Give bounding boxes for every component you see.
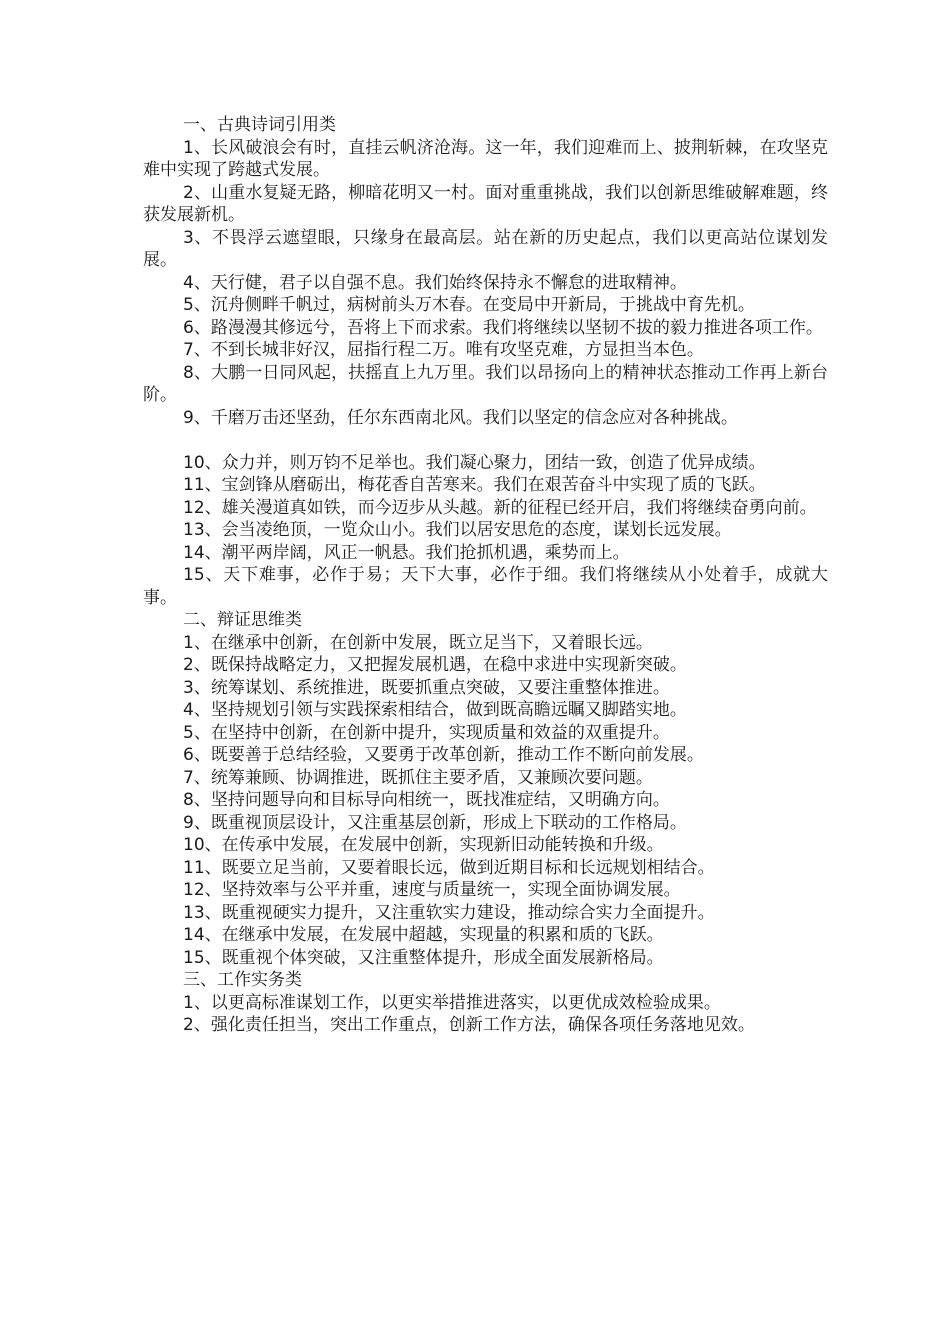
list-item: 1、以更高标准谋划工作，以更实举措推进落实，以更优成效检验成果。 <box>183 992 721 1013</box>
list-item: 11、宝剑锋从磨砺出，梅花香自苦寒来。我们在艰苦奋斗中实现了质的飞跃。 <box>183 475 766 495</box>
list-item: 13、既重视硬实力提升，又注重软实力建设，推动综合实力全面提升。 <box>183 902 715 923</box>
blank-line <box>143 429 828 452</box>
list-item: 14、在继承中发展，在发展中超越，实现量的积累和质的飞跃。 <box>183 925 664 945</box>
list-item: 9、既重视顶层设计，又注重基层创新，形成上下联动的工作格局。 <box>183 812 687 833</box>
list-item: 6、路漫漫其修远兮，吾将上下而求索。我们将继续以坚韧不拔的毅力推进各项工作。 <box>183 317 823 338</box>
document-body <box>143 114 828 1037</box>
list-item: 4、坚持规划引领与实践探索相结合，做到既高瞻远瞩又脚踏实地。 <box>183 700 687 720</box>
list-item: 3、统筹谋划、系统推进，既要抓重点突破，又要注重整体推进。 <box>183 677 670 698</box>
section-heading: 一、古典诗词引用类 <box>183 115 336 135</box>
list-item: 5、在坚持中创新，在创新中提升，实现质量和效益的双重提升。 <box>183 722 670 743</box>
list-item: 9、千磨万击还坚劲，任尔东西南北风。我们以坚定的信念应对各种挑战。 <box>183 407 738 428</box>
list-item: 13、会当凌绝顶，一览众山小。我们以居安思危的态度，谋划长远发展。 <box>183 520 732 540</box>
list-item: 15、既重视个体突破，又注重整体提升，形成全面发展新格局。 <box>183 947 664 968</box>
list-item: 2、山重水复疑无路，柳暗花明又一村。面对重重挑战，我们以创新思维破解难题，终获发展新机。 <box>143 182 828 225</box>
list-item: 7、统筹兼顾、协调推进，既抓住主要矛盾，又兼顾次要问题。 <box>183 767 653 788</box>
list-item: 12、雄关漫道真如铁，而今迈步从头越。新的征程已经开启，我们将继续奋勇向前。 <box>183 497 817 518</box>
list-item: 6、既要善于总结经验，又要勇于改革创新，推动工作不断向前发展。 <box>183 745 704 765</box>
section-heading: 三、工作实务类 <box>183 970 302 990</box>
list-item: 2、强化责任担当，突出工作重点，创新工作方法，确保各项任务落地见效。 <box>183 1015 755 1035</box>
list-item: 10、在传承中发展，在发展中创新，实现新旧动能转换和升级。 <box>183 835 664 855</box>
list-item: 7、不到长城非好汉，屈指行程二万。唯有攻坚克难，方显担当本色。 <box>183 340 704 360</box>
list-item: 1、长风破浪会有时，直挂云帆济沧海。这一年，我们迎难而上、披荆斩棘，在攻坚克难中实现了跨越式发展。 <box>143 137 828 180</box>
section-heading: 二、辩证思维类 <box>183 610 302 630</box>
list-item: 8、坚持问题导向和目标导向相统一，既找准症结，又明确方向。 <box>183 790 670 810</box>
list-item: 10、众力并，则万钧不足举也。我们凝心聚力，团结一致，创造了优异成绩。 <box>183 452 766 473</box>
list-item: 12、坚持效率与公平并重，速度与质量统一，实现全面协调发展。 <box>183 880 681 900</box>
list-item: 15、天下难事，必作于易；天下大事，必作于细。我们将继续从小处着手，成就大事。 <box>143 565 828 608</box>
list-item: 1、在继承中创新，在创新中发展，既立足当下，又着眼长远。 <box>183 632 653 653</box>
list-item: 14、潮平两岸阔，风正一帆悬。我们抢抓机遇，乘势而上。 <box>183 542 630 563</box>
list-item: 4、天行健，君子以自强不息。我们始终保持永不懈怠的进取精神。 <box>183 272 687 293</box>
list-item: 2、既保持战略定力，又把握发展机遇，在稳中求进中实现新突破。 <box>183 655 687 675</box>
list-item: 5、沉舟侧畔千帆过，病树前头万木春。在变局中开新局，于挑战中育先机。 <box>183 295 755 315</box>
list-item: 11、既要立足当前，又要着眼长远，做到近期目标和长远规划相结合。 <box>183 857 715 878</box>
list-item: 3、不畏浮云遮望眼，只缘身在最高层。站在新的历史起点，我们以更高站位谋划发展。 <box>143 227 828 270</box>
list-item: 8、大鹏一日同风起，扶摇直上九万里。我们以昂扬向上的精神状态推动工作再上新台阶。 <box>143 362 828 405</box>
